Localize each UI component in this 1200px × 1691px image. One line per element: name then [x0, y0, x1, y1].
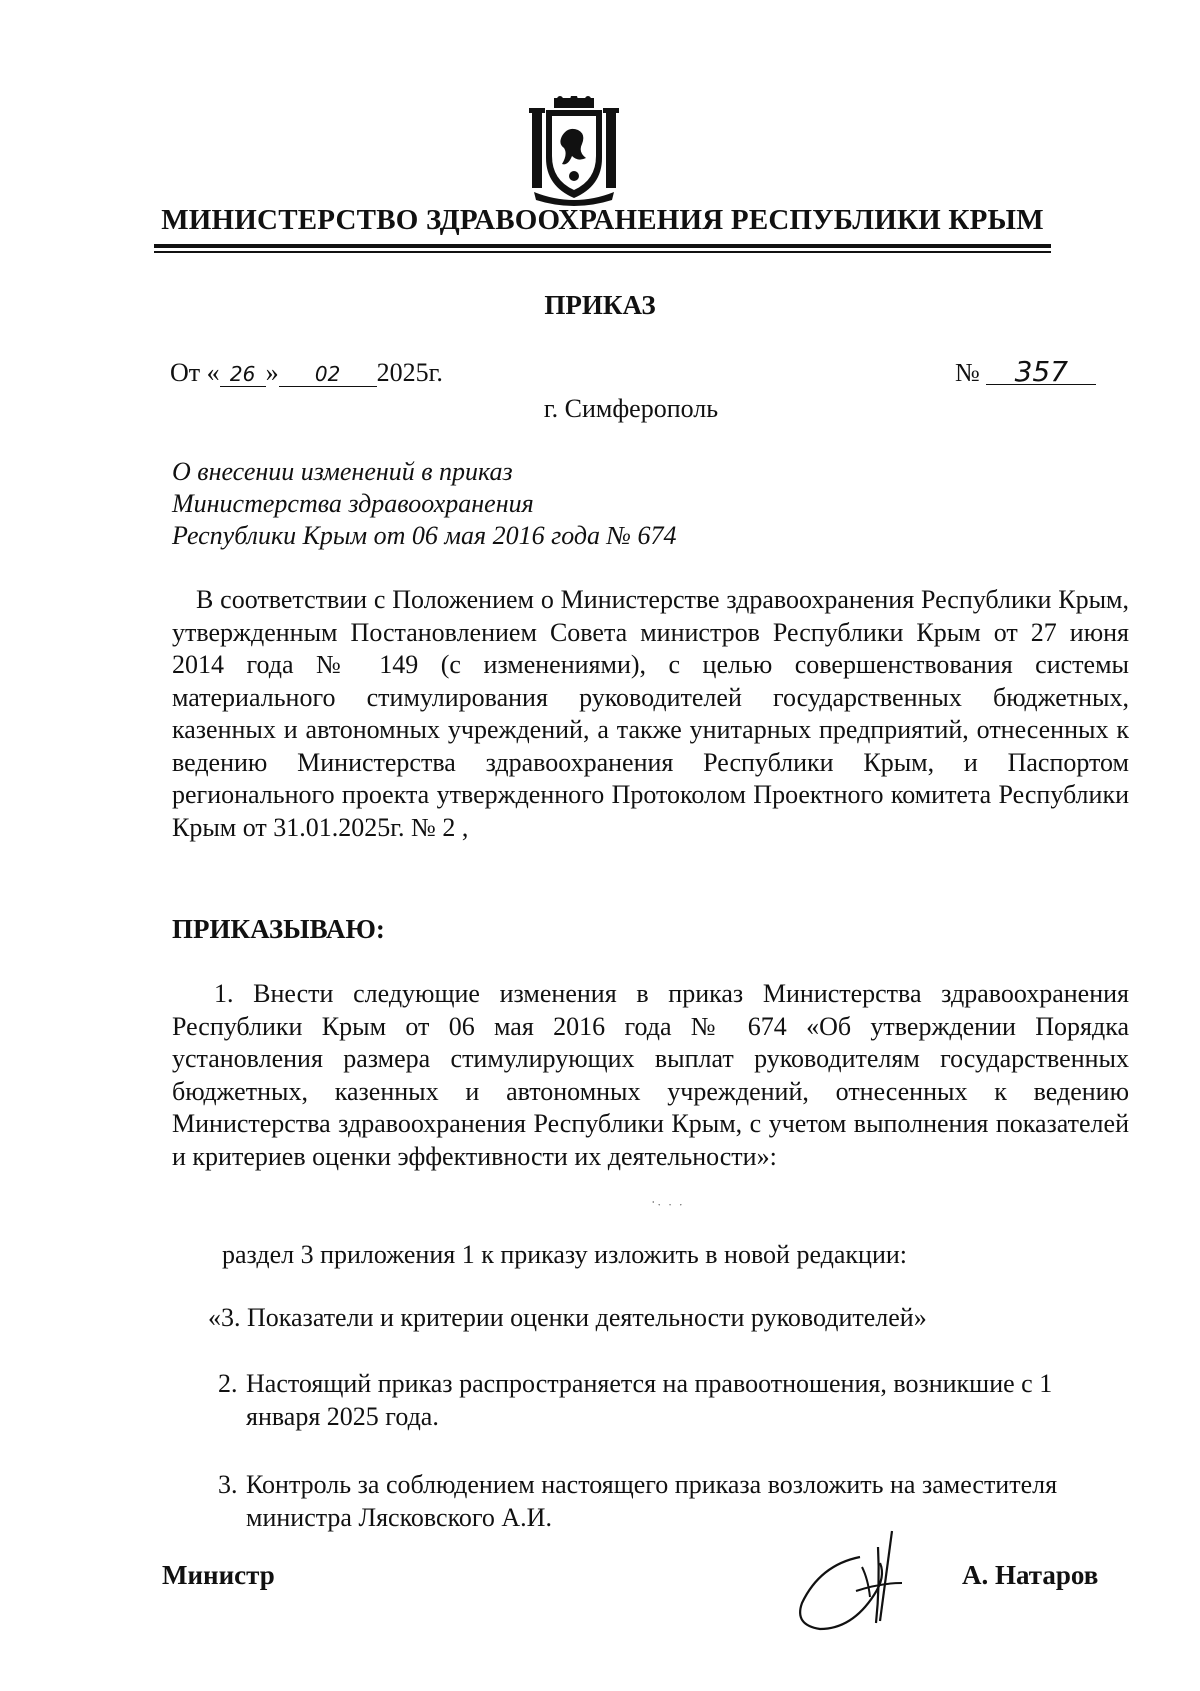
signatory-name: А. Натаров — [962, 1560, 1099, 1590]
date-day: 26 — [220, 362, 266, 387]
item-1-instruction: раздел 3 приложения 1 к приказу изложить в новой редакции: — [222, 1240, 908, 1269]
city: г. Симферополь — [543, 394, 719, 423]
date-mid: » — [265, 358, 279, 387]
subject-line: Министерства здравоохранения — [172, 489, 534, 518]
preamble-paragraph: В соответствии с Положением о Министерстве здравоохранения Республики Крым, утвержденным Постановлением Совета министров Республики Крым от 27 июня 2014 года № 149 (с изменениями), с целью совершенствования системы материального стимулирования руководителей государственных бюджетных, казенных и автономных учреждений, а также унитарных предприятий, отнесенных к ведению Министерства здравоохранения Республики Крым, и Паспортом регионального проекта утвержденного Протоколом Проектного комитета Республики Крым от 31.01.2025г. № 2 , — [172, 585, 1129, 842]
item-3-text: Контроль за соблюдением настоящего приказа возложить на заместителя министра Лясковского А.И. — [246, 1470, 1058, 1532]
date-month: 02 — [279, 362, 377, 387]
document-date — [170, 358, 443, 388]
item-1-section-title: «3. Показатели и критерии оценки деятельности руководителей» — [208, 1303, 927, 1332]
item-1-paragraph: 1. Внести следующие изменения в приказ Министерства здравоохранения Республики Крым от 06 мая 2016 года № 674 «Об утверждении Порядка установления размера стимулирующих выплат руководителям государственных бюджетных, казенных и автономных учреждений, отнесенных к ведению Министерства здравоохранения Республики Крым, с учетом выполнения показателей и критериев оценки эффективности их деятельности»: — [172, 979, 1129, 1171]
subject-line: Республики Крым от 06 мая 2016 года № 674 — [172, 521, 677, 550]
ministry-name: МИНИСТЕРСТВО ЗДРАВООХРАНЕНИЯ РЕСПУБЛИКИ КРЫМ — [161, 204, 1044, 236]
item-3-number: 3. — [218, 1470, 238, 1499]
date-year: 2025г. — [376, 358, 443, 387]
scan-noise: ˈˑ ˑ ˑ — [651, 1198, 685, 1213]
number-label: № — [955, 358, 980, 387]
coat-of-arms-icon — [528, 96, 620, 206]
header-rule-thick — [154, 244, 1051, 248]
order-word: ПРИКАЗЫВАЮ: — [172, 914, 385, 944]
document-type: ПРИКАЗ — [544, 290, 656, 320]
signatory-position: Министр — [162, 1560, 275, 1590]
item-2 — [218, 1367, 1128, 1433]
item-2-text: Настоящий приказ распространяется на правоотношения, возникшие с 1 января 2025 года. — [246, 1369, 1053, 1431]
handwritten-signature-icon — [790, 1525, 940, 1645]
header-rule-thin — [154, 251, 1051, 253]
subject-line: О внесении изменений в приказ — [172, 457, 513, 486]
document-number — [955, 355, 1096, 388]
date-prefix: От « — [170, 358, 220, 387]
item-2-number: 2. — [218, 1369, 238, 1398]
item-3 — [218, 1468, 1128, 1534]
number-value: 357 — [986, 360, 1096, 385]
document-subject — [172, 456, 677, 552]
